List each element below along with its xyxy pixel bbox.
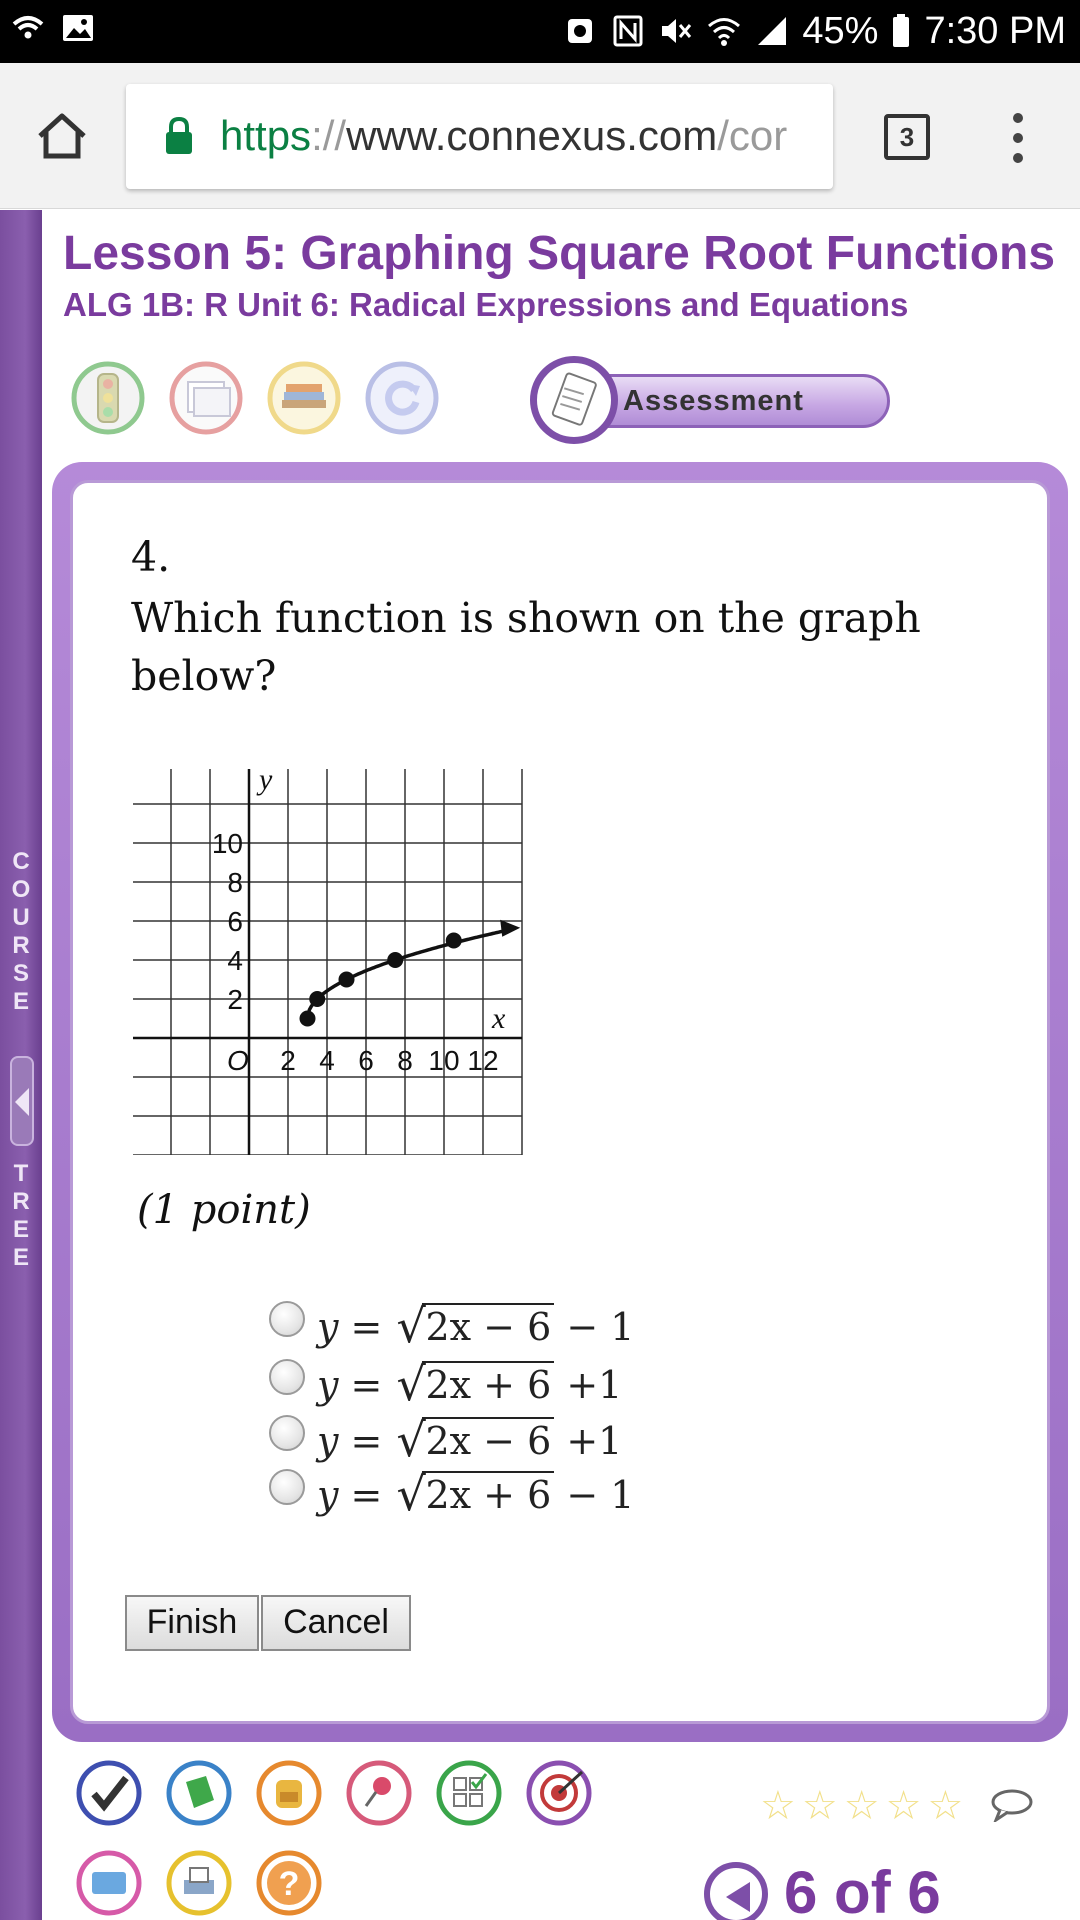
lesson-title: Lesson 5: Graphing Square Root Functions: [63, 227, 1056, 280]
data-point: [300, 1011, 316, 1027]
radio-button[interactable]: [269, 1301, 305, 1337]
refresh-icon[interactable]: [364, 360, 440, 436]
nfc-icon: [610, 13, 646, 49]
radicand: 2x − 6: [422, 1417, 554, 1463]
radio-button[interactable]: [269, 1469, 305, 1505]
x-tick-label: 12: [467, 1045, 499, 1076]
bottom-toolbar: [70, 1750, 1070, 1920]
url-path: /cor: [717, 112, 788, 159]
star-icon[interactable]: ☆: [927, 1784, 964, 1828]
tab-switcher-button[interactable]: 3: [884, 114, 930, 160]
option-formula: [317, 1305, 634, 1349]
radio-button[interactable]: [269, 1359, 305, 1395]
data-point: [387, 952, 403, 968]
traffic-light-icon[interactable]: [70, 360, 146, 436]
image-icon: [60, 10, 96, 46]
battery-icon: [890, 13, 912, 49]
comment-icon[interactable]: [990, 1788, 1034, 1822]
y-tick-label: 10: [211, 828, 243, 859]
sqrt-radical: [396, 1419, 554, 1463]
home-icon[interactable]: [34, 108, 90, 164]
checkmark-icon[interactable]: [76, 1760, 142, 1826]
star-icon[interactable]: ☆: [801, 1784, 838, 1828]
assessment-label: Assessment: [623, 385, 804, 417]
radio-button[interactable]: [269, 1415, 305, 1451]
course-tree-sidebar[interactable]: [0, 210, 42, 1920]
sqrt-radical: [396, 1473, 554, 1517]
answer-option[interactable]: [269, 1353, 689, 1413]
star-icon[interactable]: ☆: [843, 1784, 880, 1828]
help-icon[interactable]: [256, 1850, 322, 1916]
question-frame: [52, 462, 1068, 1742]
radicand: 2x − 6: [422, 1303, 554, 1349]
wifi-icon: [706, 13, 742, 49]
x-tick-label: 6: [358, 1045, 374, 1076]
y-tick-label: 4: [227, 945, 243, 976]
answer-option[interactable]: [269, 1409, 689, 1469]
formula-lhs: y =: [317, 1363, 395, 1407]
pushpin-icon[interactable]: [346, 1760, 412, 1826]
question-text: Which function is shown on the graph below?: [131, 594, 921, 700]
finish-button[interactable]: Finish: [125, 1595, 259, 1651]
cancel-button[interactable]: Cancel: [261, 1595, 411, 1651]
browser-toolbar: [0, 63, 1080, 209]
wifi-calling-icon: [10, 10, 46, 46]
answer-option[interactable]: [269, 1295, 689, 1355]
book-icon[interactable]: [166, 1760, 232, 1826]
url-separator: ://: [311, 112, 347, 159]
backpack-icon[interactable]: [256, 1760, 322, 1826]
battery-percent: 45%: [802, 10, 879, 52]
curve-arrowhead: [500, 920, 520, 937]
origin-label: O: [227, 1045, 249, 1076]
y-tick-label: 8: [227, 867, 243, 898]
formula-constant: +1: [554, 1419, 623, 1463]
books-icon[interactable]: [266, 360, 342, 436]
rating-stars[interactable]: [760, 1786, 963, 1826]
formula-constant: +1: [554, 1363, 623, 1407]
y-tick-label: 6: [227, 906, 243, 937]
course-tree-label-top: COURSE: [11, 848, 31, 1015]
signal-icon: [754, 13, 790, 49]
question-number: 4.: [131, 533, 171, 581]
sqrt-radical: [396, 1363, 554, 1407]
radicand: 2x + 6: [422, 1361, 554, 1407]
x-tick-label: 8: [397, 1045, 413, 1076]
answer-option[interactable]: [269, 1463, 689, 1523]
formula-constant: − 1: [554, 1473, 635, 1517]
data-point: [309, 991, 325, 1007]
page-navigator: [704, 1859, 1064, 1920]
option-formula: [317, 1363, 622, 1407]
url-text: [220, 110, 787, 162]
target-icon[interactable]: [526, 1760, 592, 1826]
assessment-icon[interactable]: [530, 356, 618, 444]
url-scheme: https: [220, 112, 312, 159]
x-axis-label: x: [492, 1002, 506, 1035]
star-icon[interactable]: ☆: [760, 1784, 796, 1828]
lesson-subtitle: ALG 1B: R Unit 6: Radical Expressions and Equations: [63, 286, 909, 323]
overflow-menu-icon[interactable]: [1006, 113, 1030, 163]
data-point: [339, 972, 355, 988]
x-tick-label: 10: [428, 1045, 460, 1076]
formula-constant: − 1: [554, 1305, 635, 1349]
star-icon[interactable]: ☆: [885, 1784, 922, 1828]
formula-lhs: y =: [317, 1473, 395, 1517]
content-area: [0, 210, 1080, 1920]
x-tick-label: 4: [319, 1045, 335, 1076]
radicand: 2x + 6: [422, 1471, 554, 1517]
point-value: (1 point): [137, 1187, 311, 1233]
formula-lhs: y =: [317, 1305, 395, 1349]
y-tick-label: 2: [227, 984, 243, 1015]
formula-lhs: y =: [317, 1419, 395, 1463]
previous-page-icon[interactable]: [704, 1862, 768, 1920]
page-indicator: 6 of 6: [784, 1859, 941, 1920]
course-tree-label-bottom: TREE: [12, 1160, 30, 1271]
sqrt-radical: [396, 1305, 554, 1349]
print-icon[interactable]: [166, 1850, 232, 1916]
status-bar: [0, 0, 1080, 63]
clock: 7:30 PM: [924, 10, 1066, 52]
function-graph: [133, 769, 523, 1155]
checklist-icon[interactable]: [436, 1760, 502, 1826]
lock-icon: [164, 116, 194, 156]
svg-text:?: ?: [278, 1865, 300, 1903]
data-point: [446, 933, 462, 949]
sync-icon: [562, 13, 598, 49]
course-tree-toggle[interactable]: [10, 1056, 34, 1146]
option-formula: [317, 1419, 622, 1463]
option-formula: [317, 1473, 634, 1517]
question-panel: [70, 480, 1050, 1724]
notes-icon[interactable]: [168, 360, 244, 436]
x-tick-label: 2: [280, 1045, 296, 1076]
mute-icon: [658, 13, 694, 49]
url-host: www.connexus.com: [346, 112, 718, 159]
message-icon[interactable]: [76, 1850, 142, 1916]
address-bar[interactable]: [126, 84, 833, 189]
y-axis-label: y: [259, 769, 273, 796]
